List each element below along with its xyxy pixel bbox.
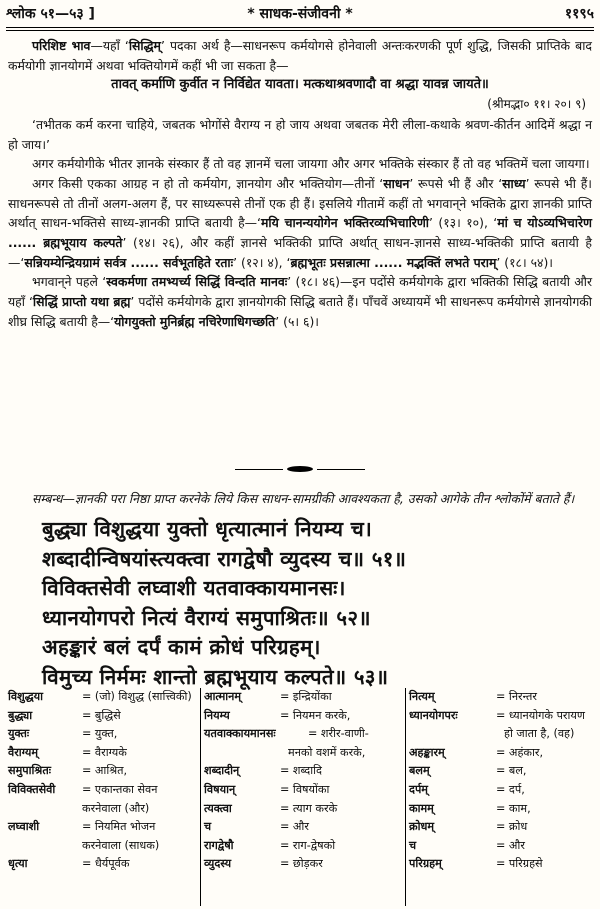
parishisht-heading: परिशिष्ट भाव [32, 38, 91, 53]
meaning-row [4, 800, 200, 819]
word-meaning: = ध्यानयोगके परायण [496, 708, 585, 722]
header-rule-second [6, 30, 594, 31]
meaning-column-2 [200, 688, 405, 906]
meaning-row [200, 762, 405, 781]
sanskrit-word: क्रोधम् [409, 820, 435, 834]
word-meaning: = त्याग करके [280, 801, 338, 815]
meaning-row [200, 855, 405, 874]
paragraph [8, 272, 592, 331]
shloka-line: विविक्तसेवी लघ्वाशी यतवाक्कायमानसः। [42, 576, 346, 601]
word-meaning: = वैराग्यके [82, 745, 127, 759]
commentary [8, 36, 592, 332]
text: ’ (५। ६)। [275, 313, 319, 329]
sanskrit-word: शब्दादीन् [204, 764, 240, 778]
meaning-row [405, 818, 596, 837]
word-meaning: = दर्प, [496, 782, 525, 796]
paragraph: अगर कर्मयोगीके भीतर ज्ञानके संस्कार हैं तो वह ज्ञानमें चला जायगा और अगर भक्तिके संस्कार हैं तो वह भक्तिमें चला जायगा। [32, 156, 590, 172]
shloka-line: अहङ्कारं बलं दर्पं कामं क्रोधं परिग्रहम्। [42, 635, 321, 660]
sambandh-note: सम्बन्ध—ज्ञानकी परा निष्ठा प्राप्त करनेके लिये किस साधन-सामग्रीकी आवश्यकता है, उसको आगेके तीन श्लोकोंमें बताते हैं। [32, 491, 575, 507]
header-rule [6, 27, 594, 28]
word-meaning-table [4, 688, 596, 906]
sanskrit-word: विविक्तसेवी [8, 782, 56, 796]
meaning-row [4, 781, 200, 800]
shloka-line: ध्यानयोगपरो नित्यं वैराग्यं समुपाश्रितः॥ ५२॥ [42, 605, 371, 630]
meaning-row [4, 744, 200, 763]
word-meaning: करनेवाला (साधक) [82, 838, 160, 852]
meaning-row [200, 837, 405, 856]
shloka-block [0, 515, 600, 693]
word-meaning: = नियमित भोजन [82, 820, 156, 834]
sanskrit-word: लघ्वाशी [8, 820, 40, 834]
word-meaning: = छोड़कर [280, 857, 323, 871]
sanskrit-word: बलम् [409, 764, 430, 778]
quote: सन्नियम्येन्द्रियग्रामं सर्वत्र ...... सर्वभूतहिते रताः [24, 254, 234, 270]
text: भगवान्‌ने पहले ‘ [32, 274, 107, 290]
meaning-row [200, 725, 405, 744]
word-meaning: = अहंकार, [496, 745, 544, 759]
shloka-line: विमुच्य निर्ममः शान्तो ब्रह्मभूयाय कल्पते॥ ५३॥ [42, 664, 389, 689]
sanskrit-word: दर्पम् [409, 782, 428, 796]
word-meaning: = शब्दादि [280, 764, 322, 778]
sanskrit-word: नियम्य [204, 708, 230, 722]
meaning-row [200, 744, 405, 763]
sanskrit-word: विशुद्धया [8, 690, 44, 703]
meaning-row [4, 837, 200, 856]
word-meaning: = परिग्रहसे [496, 857, 543, 871]
quote: योगयुक्तो मुनिर्ब्रह्म नचिरेणाधिगच्छति [114, 313, 276, 329]
meaning-row [200, 707, 405, 726]
text: ’ (१२। ४), ‘ [233, 254, 291, 270]
word-meaning: = और [496, 838, 525, 852]
meaning-row [4, 762, 200, 781]
quote: ब्रह्मभूतः प्रसन्नात्मा ...... मद्भक्तिं लभते पराम् [290, 254, 497, 270]
meaning-row [405, 744, 596, 763]
divider-diamond [287, 466, 313, 472]
page-number: ११९५ [564, 6, 594, 22]
sanskrit-word: रागद्वेषौ [204, 838, 234, 852]
meaning-row [4, 707, 200, 726]
meaning-row [200, 800, 405, 819]
sanskrit-word: वैराग्यम् [8, 745, 39, 759]
word-meaning: = (जो) विशुद्ध (सात्त्विकी) [82, 690, 192, 703]
text: —यहाँ ‘ [90, 38, 129, 53]
meaning-row [405, 725, 596, 744]
quoted-verse: तावत् कर्माणि कुर्वीत न निर्विद्येत यावता। मत्कथाश्रवणादौ वा श्रद्धा यावन्न जायते॥ [111, 77, 489, 93]
book-title: * साधक-संजीवनी * [247, 6, 353, 22]
meaning-row [200, 818, 405, 837]
meaning-row [405, 707, 596, 726]
quote: सिद्धिं प्राप्तो यथा ब्रह्म [32, 294, 131, 310]
meaning-row [4, 818, 200, 837]
shloka-range: श्लोक ५१—५३ ] [6, 6, 95, 22]
meaning-row [405, 781, 596, 800]
word-meaning: हो जाता है, (वह) [504, 727, 575, 741]
word-meaning: = काम, [496, 801, 531, 815]
sanskrit-word: अहङ्कारम् [409, 745, 445, 759]
word-meaning: = युक्त, [82, 727, 118, 741]
sanskrit-word: धृत्या [8, 857, 28, 871]
text: अगर किसी एकका आग्रह न हो तो कर्मयोग, ज्ञानयोग और भक्तियोग—तीनों ‘ [32, 175, 384, 191]
verse-reference: (श्रीमद्भा० ११। २०। ९) [487, 97, 586, 112]
quote: मयि चानन्ययोगेन भक्तिरव्यभिचारिणी [261, 215, 430, 231]
meaning-row [200, 688, 405, 707]
sanskrit-word: नित्यम् [409, 690, 435, 703]
word-meaning: = बुद्धिसे [82, 708, 121, 722]
text: ’ पदका अर्थ है—साधनरूप कर्मयोगसे होनेवाली अन्तःकरणकी पूर्ण शुद्धि, जिसकी प्राप्तिके बाद कर्मयोगी ज्ञानयोगमें अथवा भक्तियोगमें कहीं भी जा सकता है— [8, 38, 593, 73]
word-meaning: = नियमन करके, [280, 708, 351, 722]
word-meaning: = इन्द्रियोंका [280, 690, 332, 703]
sanskrit-word: कामम् [409, 801, 434, 815]
meaning-row [405, 800, 596, 819]
word-meaning: = निरन्तर [496, 690, 538, 703]
meaning-column-3 [405, 688, 596, 906]
text: ’ (१८। ४६)—इन पदोंसे कर्मयोगके द्वारा भक्तिकी सिद्धि बतायी और यहाँ ‘ [8, 274, 593, 310]
text: ’ पदोंसे कर्मयोगके द्वारा ज्ञानयोगकी सिद्धि बताते हैं। पाँचवें अध्यायमें भी साधनरूप कर्मयोगसे ज्ञानयोगकी शीघ्र सिद्धि बतायी है—‘ [8, 294, 593, 329]
sanskrit-word: विषयान् [204, 782, 236, 796]
parishisht-paragraph [8, 36, 592, 75]
sanskrit-word: यतवाक्कायमानसः [204, 727, 276, 741]
verse-translation: ‘तभीतक कर्म करना चाहिये, जबतक भोगोंसे वैराग्य न हो जाय अथवा जबतक मेरी लीला-कथाके श्रवण-कीर्तन आदिमें श्रद्धा न हो जाय।’ [8, 116, 592, 152]
sanskrit-word: च [409, 838, 417, 852]
word-meaning: = एकान्तका सेवन [82, 782, 158, 796]
sanskrit-word: परिग्रहम् [409, 857, 442, 871]
word-meaning: = धैर्यपूर्वक [82, 857, 130, 871]
sanskrit-word: व्युदस्य [204, 857, 232, 871]
word-meaning: करनेवाला (और) [82, 801, 150, 815]
text: ’ रूपसे भी हैं और ‘ [409, 175, 503, 191]
divider-line [235, 469, 283, 470]
paragraph [8, 174, 592, 273]
sanskrit-word: ध्यानयोगपरः [409, 708, 458, 722]
sanskrit-word: त्यक्त्वा [204, 801, 232, 815]
meaning-row [4, 688, 200, 707]
shloka-line: शब्दादीन्विषयांस्त्यक्त्वा रागद्वेषौ व्युदस्य च॥ ५१॥ [42, 546, 407, 571]
shloka-line: बुद्ध्या विशुद्धया युक्तो धृत्यात्मानं नियम्य च। [42, 517, 373, 541]
text: ’ (१८। ५४)। [496, 254, 554, 270]
word-meaning: = राग-द्वेषको [280, 838, 336, 852]
meaning-row [200, 781, 405, 800]
term: साधन [383, 175, 410, 191]
text: ’ (१४। २६), और कहीं ज्ञानसे भक्तिकी प्राप्ति अर्थात् साधन-ज्ञानसे साध्य-भक्तिकी प्राप्ति बतायी है—‘ [8, 235, 593, 270]
meaning-row [405, 837, 596, 856]
sanskrit-word: च [204, 820, 212, 834]
divider-line [317, 469, 365, 470]
quote: स्वकर्मणा तमभ्यर्च्य सिद्धिं विन्दति मानवः [106, 274, 288, 290]
word-meaning: = और [280, 820, 309, 834]
sanskrit-word: बुद्ध्या [8, 708, 33, 722]
meaning-row [405, 762, 596, 781]
meaning-row [405, 855, 596, 874]
sanskrit-word: समुपाश्रितः [8, 764, 51, 778]
word-meaning: = शरीर-वाणी- [308, 727, 369, 741]
meaning-row [405, 688, 596, 707]
text: ’ रूपसे भी हैं। साधनरूपसे तो तीनों अलग-अलग हैं, पर साध्यरूपसे तीनों एक ही हैं। इसलिये गीतामें कहीं तो भगवान्‌ने भक्तिके द्वारा ज्ञानकी प्राप्ति अर्थात् साधन-भक्तिसे साध्य-ज्ञानकी प्राप्ति बतायी है—‘ [8, 175, 592, 231]
section-divider-ornament [235, 466, 365, 472]
word-meaning: = क्रोध [496, 820, 528, 834]
word-meaning: मनको वशमें करके, [288, 745, 366, 759]
page-header [6, 4, 594, 26]
term: साध्य [502, 175, 526, 191]
word-meaning: = बल, [496, 764, 527, 778]
meaning-row [4, 725, 200, 744]
sanskrit-word: युक्तः [8, 727, 30, 741]
word-meaning: = आश्रित, [82, 764, 128, 778]
word-meaning: = विषयोंका [280, 782, 330, 796]
text: ’ (१३। १०), ‘ [429, 215, 498, 231]
meaning-column-1 [4, 688, 200, 906]
term: सिद्धिम् [128, 38, 161, 53]
sanskrit-word: आत्मानम् [204, 690, 242, 703]
quote: मां च योऽव्यभिचारेण ...... ब्रह्मभूयाय कल्पते [8, 215, 592, 251]
meaning-row [4, 855, 200, 874]
